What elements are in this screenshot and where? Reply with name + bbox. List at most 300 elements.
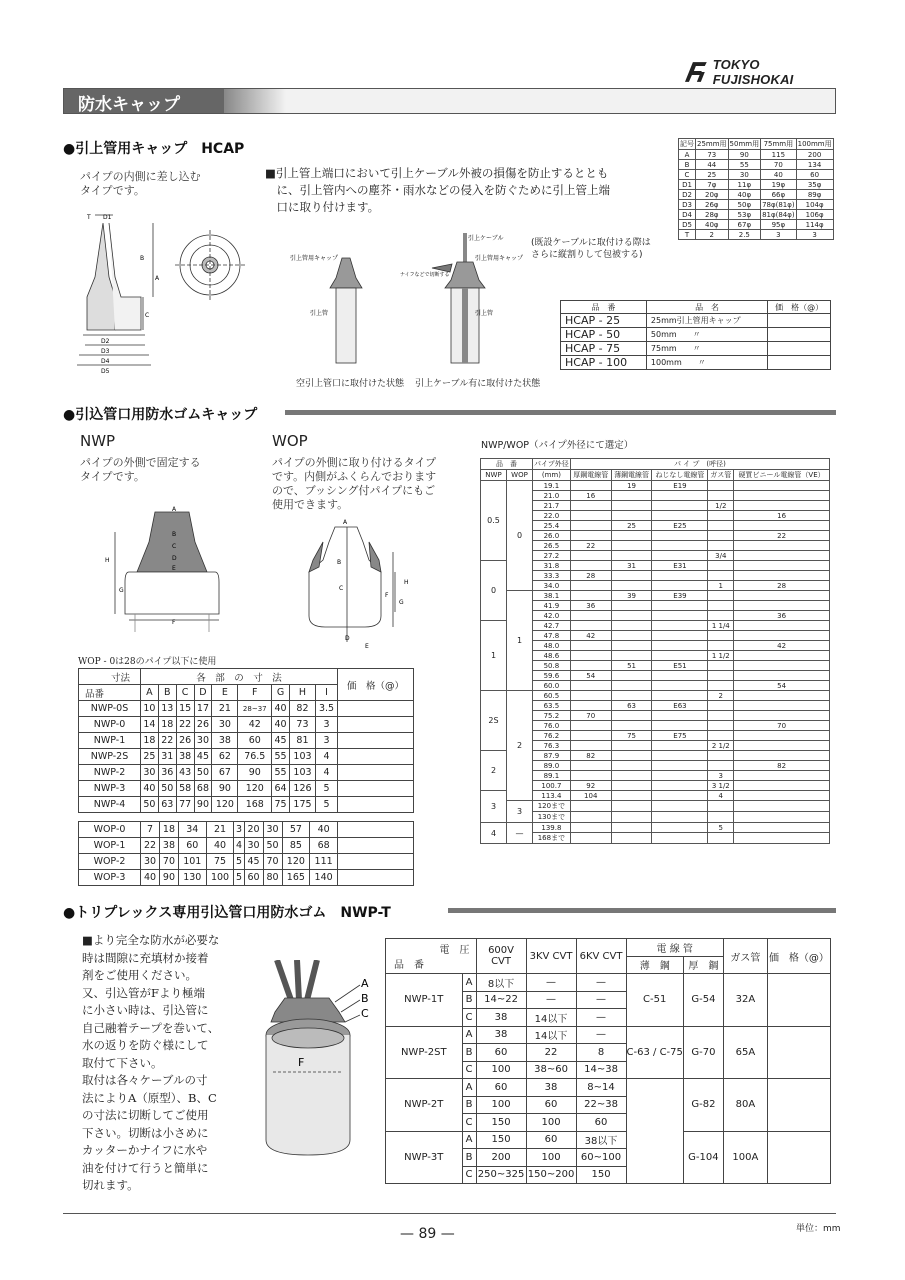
table-row <box>481 541 830 551</box>
table-cell <box>611 491 652 501</box>
table-cell: 30 <box>141 765 159 781</box>
table-cell: 51 <box>611 661 652 671</box>
table-cell: 67φ <box>728 220 761 230</box>
table-row <box>561 328 831 342</box>
label-b: B <box>361 992 369 1005</box>
table-row <box>79 733 414 749</box>
table-cell <box>708 511 734 521</box>
table-cell <box>768 314 831 328</box>
table-cell <box>611 551 652 561</box>
dims-header-cell: 75mm用 <box>761 139 797 150</box>
table-cell: 2 <box>708 691 734 701</box>
label-cap-right: 引上管用キャップ <box>475 255 524 262</box>
brand-logo <box>683 59 843 85</box>
caption-right: 引上ケーブル有に取付けた状態 <box>415 379 541 389</box>
wop-group-cell: 1 <box>507 591 533 691</box>
table-row <box>79 701 414 717</box>
nwpt-h-600: 600V CVT <box>476 939 526 974</box>
table-cell <box>652 581 708 591</box>
table-cell <box>570 691 611 701</box>
wop-group-cell: 2 <box>507 691 533 801</box>
table-row <box>79 717 414 733</box>
table-cell <box>734 631 830 641</box>
nwpt-drawing <box>255 960 380 1160</box>
table-cell: 57 <box>282 822 310 838</box>
table-cell: NWP-0S <box>79 701 141 717</box>
table-cell <box>611 711 652 721</box>
svg-text:B: B <box>337 559 342 566</box>
table-cell: 89φ <box>796 190 833 200</box>
dim-col-header: I <box>316 685 338 701</box>
table-row <box>79 822 414 838</box>
page-number: — 89 — <box>400 1226 455 1242</box>
table-cell: 60 <box>178 838 206 854</box>
table-cell: 100.7 <box>533 781 571 791</box>
price-cell <box>338 701 414 717</box>
table-cell: 50 <box>141 797 159 813</box>
table-cell: 130まで <box>533 812 571 823</box>
table-cell <box>768 328 831 342</box>
table-cell: 101 <box>178 854 206 870</box>
table-cell: 50mm 〃 <box>646 328 767 342</box>
table-cell <box>611 641 652 651</box>
table-row <box>79 765 414 781</box>
nwpt-table <box>385 938 831 1184</box>
table-cell: E25 <box>652 521 708 531</box>
label-cable: 引上ケーブル <box>468 235 504 242</box>
table-cell: 30 <box>212 717 238 733</box>
table-cell: 20 <box>244 822 263 838</box>
table-cell: 28~37 <box>238 701 272 717</box>
table-cell: 19 <box>611 481 652 491</box>
price-cell <box>338 797 414 813</box>
table-cell: 53φ <box>728 210 761 220</box>
hcap-product-table <box>560 300 831 370</box>
table-cell: 3 <box>796 230 833 240</box>
table-cell <box>708 481 734 491</box>
table-cell: 2 <box>696 230 729 240</box>
table-cell: C <box>462 1061 476 1079</box>
table-cell: A <box>462 1079 476 1097</box>
dim-col-header: H <box>289 685 315 701</box>
table-cell: 89.0 <box>533 761 571 771</box>
table-cell <box>652 711 708 721</box>
table-cell: 95φ <box>761 220 797 230</box>
table-cell: 5 <box>708 823 734 833</box>
table-cell: 25mm引上管用キャップ <box>646 314 767 328</box>
table-cell: 111 <box>310 854 338 870</box>
table-row <box>481 781 830 791</box>
dim-col-header: A <box>141 685 159 701</box>
table-cell: 14以下 <box>526 1009 576 1027</box>
table-cell <box>734 691 830 701</box>
table-cell <box>734 791 830 801</box>
dim-col-header: F <box>238 685 272 701</box>
table-cell: 30 <box>194 733 212 749</box>
table-row <box>386 1079 831 1097</box>
table-cell: 22.0 <box>533 511 571 521</box>
nwpt-h-thin: 薄 鋼 <box>626 956 683 974</box>
table-cell: 4 <box>316 765 338 781</box>
table-cell <box>708 721 734 731</box>
table-cell: 25 <box>611 521 652 531</box>
svg-text:A: A <box>172 506 177 513</box>
thin-conduit-empty <box>626 1079 683 1184</box>
table-cell: 175 <box>289 797 315 813</box>
table-cell: 70 <box>734 721 830 731</box>
table-cell <box>708 681 734 691</box>
table-cell: 38 <box>476 1009 526 1027</box>
price-cell <box>338 749 414 765</box>
table-cell <box>652 771 708 781</box>
wop-group-cell: — <box>507 823 533 844</box>
table-cell: 14~22 <box>476 991 526 1009</box>
dim-col-header: B <box>158 685 176 701</box>
table-cell: 120 <box>282 854 310 870</box>
table-cell: 76.5 <box>238 749 272 765</box>
table-cell: 100 <box>206 870 234 886</box>
table-cell <box>734 671 830 681</box>
table-cell <box>611 761 652 771</box>
nwpt-description: ■より完全な防水が必要な 時は間隙に充填材か接着 剤をご使用ください。 又、引込管がFより極端 に小さい時は、引込管に 自己融着テープを巻いて、 水の返りを防ぐ様にして 取付て下さい。 取付は各々ケーブルの寸 法によりA（原型）、B、C の寸法に切断してご使用 下さい。切断は小さめに カッターかナイフに水や 油を付けて行うと簡単に 切れます。 <box>82 933 220 1192</box>
table-cell: 140 <box>310 870 338 886</box>
table-cell: 31 <box>611 561 652 571</box>
price-cell <box>767 1079 830 1132</box>
price-cell <box>767 1026 830 1079</box>
table-row <box>481 812 830 823</box>
nwpt-h-gas: ガス管 <box>723 939 767 974</box>
table-cell: B <box>462 1044 476 1062</box>
table-cell: WOP-3 <box>79 870 141 886</box>
table-cell: 7 <box>141 822 160 838</box>
table-cell <box>570 501 611 511</box>
table-cell: 28φ <box>696 210 729 220</box>
table-cell: 5 <box>316 797 338 813</box>
table-cell: — <box>576 1009 626 1027</box>
table-row <box>481 571 830 581</box>
table-cell: 60 <box>796 170 833 180</box>
table-cell: 58 <box>176 781 194 797</box>
table-row <box>481 711 830 721</box>
table-row <box>481 621 830 631</box>
table-cell: 81φ(84φ) <box>762 210 795 219</box>
table-cell <box>611 681 652 691</box>
dims-header-cell: 25mm用 <box>697 140 727 148</box>
table-cell: 70 <box>570 711 611 721</box>
thick-conduit: G-70 <box>683 1026 723 1079</box>
table-cell: NWP-2S <box>79 749 141 765</box>
product-number: NWP-2ST <box>386 1026 463 1079</box>
table-cell: 42.0 <box>533 611 571 621</box>
table-cell: 39 <box>611 591 652 601</box>
price-cell <box>338 854 414 870</box>
table-cell: 165 <box>282 870 310 886</box>
table-cell <box>708 701 734 711</box>
table-cell: 43 <box>176 765 194 781</box>
svg-text:D: D <box>172 555 177 562</box>
table-cell: 63 <box>611 701 652 711</box>
label-cap: 引上管用キャップ <box>290 255 339 262</box>
table-cell: 40 <box>141 870 160 886</box>
table-cell: 22 <box>570 541 611 551</box>
table-cell: T <box>679 230 696 240</box>
table-cell: 113.4 <box>533 791 571 801</box>
svg-text:A: A <box>343 519 348 526</box>
table-row <box>481 631 830 641</box>
table-cell: 50φ <box>728 200 761 210</box>
table-cell <box>652 833 708 844</box>
table-row <box>79 797 414 813</box>
table-cell: 60 <box>244 870 263 886</box>
table-cell <box>734 571 830 581</box>
table-cell <box>734 833 830 844</box>
price-cell <box>338 781 414 797</box>
table-row <box>481 701 830 711</box>
table-cell: — <box>526 991 576 1009</box>
table-cell: A <box>462 1131 476 1149</box>
table-cell: 100 <box>476 1096 526 1114</box>
table-cell: 40 <box>761 170 797 180</box>
table-cell: E31 <box>652 561 708 571</box>
table-cell: 64 <box>272 781 290 797</box>
table-cell <box>734 711 830 721</box>
hcap-note: (既設ケーブルに取付ける際は さらに縦割りして包被する) <box>531 238 651 260</box>
th-parts: 各 部 の 寸 法 <box>141 669 338 685</box>
table-cell: 38 <box>176 749 194 765</box>
table-cell: 4 <box>316 749 338 765</box>
table-cell: 139.8 <box>533 823 571 833</box>
table-cell <box>570 641 611 651</box>
table-cell <box>570 721 611 731</box>
table-cell <box>708 591 734 601</box>
table-row <box>679 210 834 220</box>
table-cell: 40φ <box>696 220 729 230</box>
table-cell: E39 <box>652 591 708 601</box>
table-cell: 120 <box>212 797 238 813</box>
svg-text:C: C <box>172 543 177 550</box>
table-row <box>481 481 830 491</box>
table-cell: 75 <box>611 731 652 741</box>
table-cell: 126 <box>289 781 315 797</box>
table-cell: 30 <box>728 170 761 180</box>
table-cell: 68 <box>310 838 338 854</box>
table-cell: 2.5 <box>728 230 761 240</box>
table-cell <box>652 691 708 701</box>
svg-text:F: F <box>172 619 176 626</box>
table-row <box>481 651 830 661</box>
thick-conduit: G-82 <box>683 1079 723 1132</box>
table-cell <box>652 823 708 833</box>
nwpt-heading: ●トリプレックス専用引込管口用防水ゴム NWP-T <box>63 905 391 921</box>
svg-text:A: A <box>155 275 160 282</box>
table-cell <box>734 541 830 551</box>
table-cell: 77 <box>176 797 194 813</box>
wop-title: WOP <box>272 432 308 450</box>
table-cell: 90 <box>194 797 212 813</box>
table-cell: C <box>679 170 696 180</box>
table-cell: 75 <box>272 797 290 813</box>
table-row <box>481 491 830 501</box>
table-cell: 55 <box>728 160 761 170</box>
table-cell: 8~14 <box>576 1079 626 1097</box>
table-cell: 75 <box>206 854 234 870</box>
table-cell: 63.5 <box>533 701 571 711</box>
label-f: F <box>298 1056 305 1069</box>
svg-text:C: C <box>145 312 150 319</box>
table-cell <box>734 741 830 751</box>
table-cell: 168 <box>238 797 272 813</box>
hcap-subtitle: パイプの内側に差し込む タイプです。 <box>80 170 201 197</box>
table-cell <box>611 581 652 591</box>
table-cell: 60 <box>576 1114 626 1132</box>
label-c: C <box>361 1007 369 1020</box>
table-cell <box>611 571 652 581</box>
table-cell <box>734 781 830 791</box>
table-cell: 34 <box>178 822 206 838</box>
table-cell <box>708 531 734 541</box>
table-cell <box>708 571 734 581</box>
pipe-col-header: 薄鋼電線管 <box>611 470 652 481</box>
table-cell: 3/4 <box>708 551 734 561</box>
table-cell: 3 <box>708 771 734 781</box>
table-row <box>481 501 830 511</box>
table-cell: WOP-1 <box>79 838 141 854</box>
product-number: NWP-3T <box>386 1131 463 1184</box>
nwp-title: NWP <box>80 432 116 450</box>
table-row <box>679 230 834 240</box>
table-cell <box>570 551 611 561</box>
table-cell: 100 <box>526 1149 576 1167</box>
table-cell: 40 <box>206 838 234 854</box>
table-cell: C <box>462 1009 476 1027</box>
table-cell: 76.3 <box>533 741 571 751</box>
table-cell: 80 <box>263 870 282 886</box>
table-cell: HCAP - 50 <box>561 328 647 342</box>
nwpt-h-3k: 3KV CVT <box>526 939 576 974</box>
nwpt-h-num: 品 番 <box>394 960 424 971</box>
table-cell <box>611 621 652 631</box>
table-cell <box>734 521 830 531</box>
table-row <box>481 823 830 833</box>
table-cell <box>708 833 734 844</box>
table-row <box>481 671 830 681</box>
table-cell <box>708 731 734 741</box>
nwpt-h-conduit: 電 線 管 <box>626 939 723 957</box>
table-cell <box>570 531 611 541</box>
table-cell: 38 <box>526 1079 576 1097</box>
svg-text:C: C <box>339 585 344 592</box>
price-cell <box>338 870 414 886</box>
table-row <box>481 551 830 561</box>
table-cell: 59.6 <box>533 671 571 681</box>
price-cell <box>767 974 830 1027</box>
table-row <box>386 974 831 992</box>
table-cell: C <box>462 1166 476 1184</box>
nwpt-h-price: 価 格（@） <box>767 939 830 974</box>
table-cell: 44 <box>696 160 729 170</box>
table-cell: 22 <box>158 733 176 749</box>
th-num: 品番 <box>79 685 141 701</box>
table-cell <box>570 611 611 621</box>
table-cell: 40 <box>272 701 290 717</box>
svg-text:D3: D3 <box>101 348 110 355</box>
table-cell: 60.5 <box>533 691 571 701</box>
table-row <box>79 854 414 870</box>
wop-dimension-table <box>78 821 414 886</box>
svg-text:E: E <box>365 643 369 650</box>
table-cell <box>652 531 708 541</box>
page-title: 防水キャップ <box>64 89 224 113</box>
table-row <box>481 791 830 801</box>
table-row <box>481 641 830 651</box>
table-cell: 38 <box>476 1026 526 1044</box>
table-cell: NWP-2 <box>79 765 141 781</box>
table-cell: HCAP - 100 <box>561 356 647 370</box>
table-cell <box>734 551 830 561</box>
svg-text:D4: D4 <box>101 358 110 365</box>
hcap-install-drawing <box>290 228 530 373</box>
table-cell: 73 <box>696 150 729 160</box>
table-cell <box>611 601 652 611</box>
table-cell <box>611 531 652 541</box>
table-cell: 89.1 <box>533 771 571 781</box>
table-cell: 31.8 <box>533 561 571 571</box>
table-row <box>386 1026 831 1044</box>
table-cell: 50.8 <box>533 661 571 671</box>
table-cell: 50 <box>194 765 212 781</box>
dim-col-header: C <box>176 685 194 701</box>
sel-h-od: パイプ外径 <box>534 460 569 468</box>
table-cell: 115 <box>761 150 797 160</box>
svg-text:H: H <box>105 557 110 564</box>
table-cell: 60.0 <box>533 681 571 691</box>
table-cell: 82 <box>289 701 315 717</box>
table-cell: 22 <box>141 838 160 854</box>
table-cell <box>570 591 611 601</box>
table-cell <box>652 651 708 661</box>
gas-pipe: 80A <box>723 1079 767 1132</box>
table-cell <box>570 681 611 691</box>
table-cell: D2 <box>679 190 696 200</box>
price-cell <box>338 717 414 733</box>
table-cell: 36 <box>734 611 830 621</box>
table-cell: 60~100 <box>576 1149 626 1167</box>
table-cell: D5 <box>679 220 696 230</box>
table-row <box>481 591 830 601</box>
table-cell <box>652 621 708 631</box>
table-cell: 150 <box>576 1166 626 1184</box>
hcap-heading: ●引上管用キャップ HCAP <box>63 141 245 157</box>
table-cell: A <box>462 974 476 992</box>
table-cell: 45 <box>244 854 263 870</box>
table-cell: 19φ <box>761 180 797 190</box>
table-cell <box>570 621 611 631</box>
table-cell: 21 <box>206 822 234 838</box>
table-row <box>481 521 830 531</box>
table-cell: 70 <box>761 160 797 170</box>
table-cell: 90 <box>159 870 178 886</box>
svg-text:D2: D2 <box>101 338 110 345</box>
table-cell: 40 <box>310 822 338 838</box>
svg-text:F: F <box>385 592 389 599</box>
table-cell: 76.0 <box>533 721 571 731</box>
table-cell: 60 <box>526 1131 576 1149</box>
table-row <box>481 761 830 771</box>
table-row <box>481 561 830 571</box>
table-cell: 3 <box>234 822 244 838</box>
table-row <box>561 356 831 370</box>
table-row <box>679 200 834 210</box>
